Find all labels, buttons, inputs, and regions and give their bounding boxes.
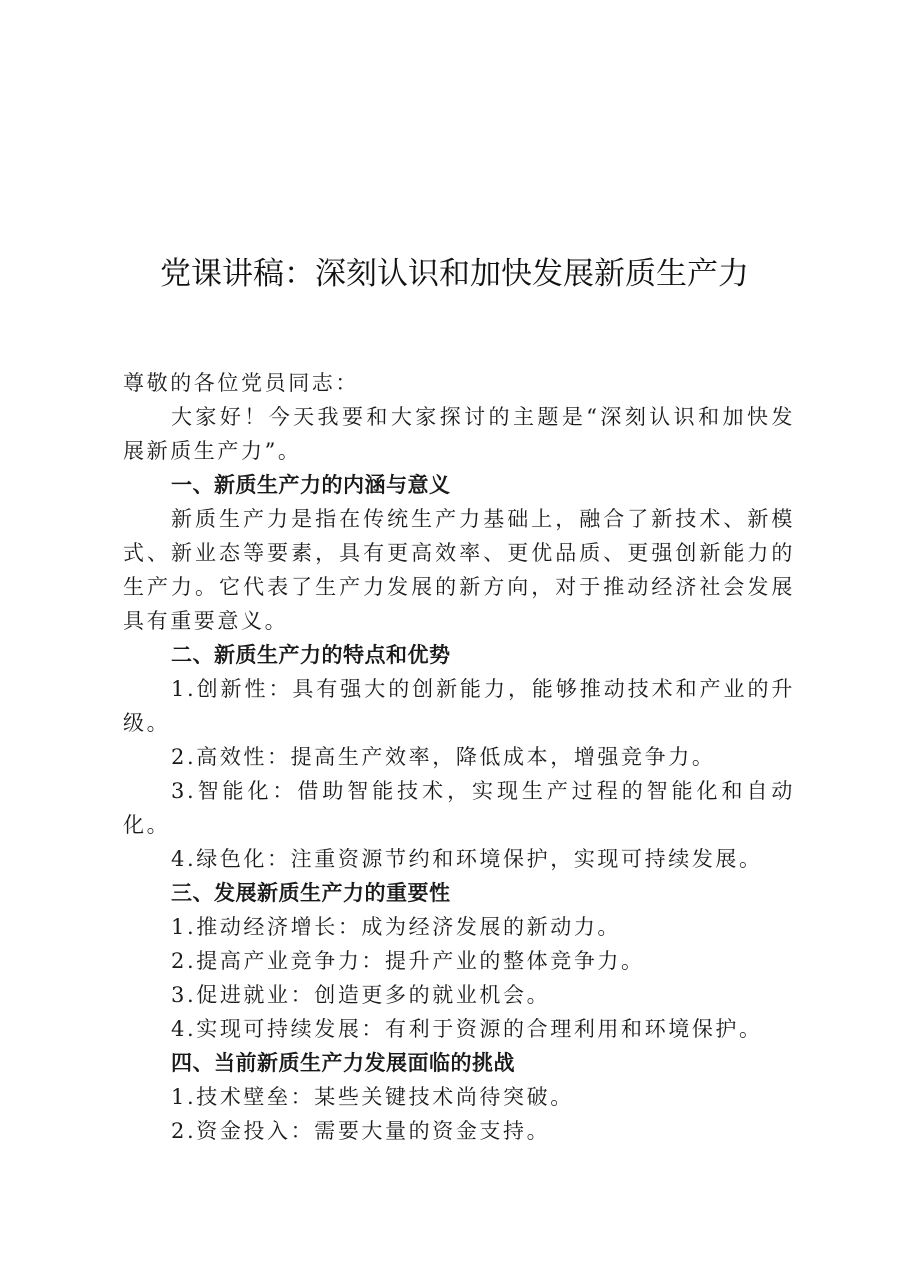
document-body	[123, 366, 795, 1148]
list-item: 3.智能化：借助智能技术，实现生产过程的智能化和自动化。	[123, 779, 795, 837]
list-item: 3.促进就业：创造更多的就业机会。	[171, 983, 551, 1007]
salutation: 尊敬的各位党员同志：	[123, 371, 359, 395]
section-heading-2: 二、新质生产力的特点和优势	[171, 643, 451, 667]
list-item: 1.推动经济增长：成为经济发展的新动力。	[171, 915, 622, 939]
intro-paragraph: 大家好！今天我要和大家探讨的主题是“深刻认识和加快发展新质生产力”。	[123, 405, 795, 463]
section-heading-3: 三、发展新质生产力的重要性	[171, 881, 451, 905]
list-item: 2.资金投入：需要大量的资金支持。	[171, 1119, 551, 1143]
list-item: 1.技术壁垒：某些关键技术尚待突破。	[171, 1085, 574, 1109]
list-item: 1.创新性：具有强大的创新能力，能够推动技术和产业的升级。	[123, 677, 795, 735]
section-heading-1: 一、新质生产力的内涵与意义	[171, 473, 451, 497]
list-item: 2.高效性：提高生产效率，降低成本，增强竞争力。	[171, 745, 716, 769]
list-item: 4.实现可持续发展：有利于资源的合理利用和环境保护。	[171, 1017, 763, 1041]
list-item: 2.提高产业竞争力：提升产业的整体竞争力。	[171, 949, 645, 973]
list-item: 4.绿色化：注重资源节约和环境保护，实现可持续发展。	[171, 847, 763, 871]
document-title: 党课讲稿：深刻认识和加快发展新质生产力	[160, 256, 749, 292]
section-heading-4: 四、当前新质生产力发展面临的挑战	[171, 1051, 515, 1075]
section-1-paragraph: 新质生产力是指在传统生产力基础上，融合了新技术、新模式、新业态等要素，具有更高效率、更优品质、更强创新能力的生产力。它代表了生产力发展的新方向，对于推动经济社会发展具有重要意义。	[123, 507, 795, 633]
